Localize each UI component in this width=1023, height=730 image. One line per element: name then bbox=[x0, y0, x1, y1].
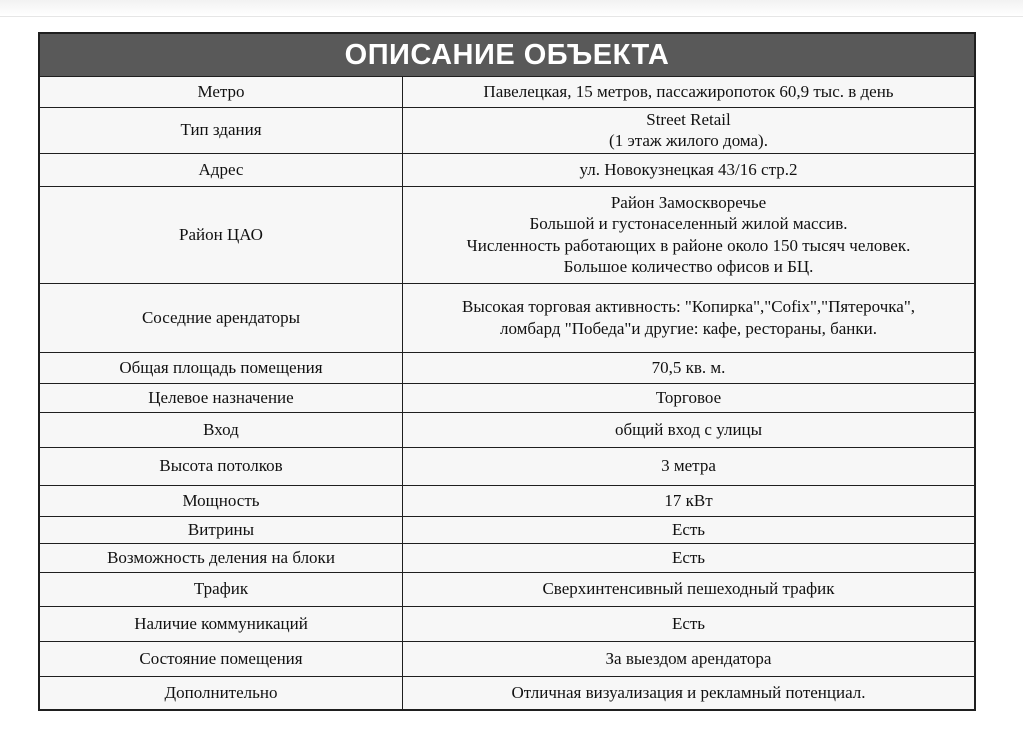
row-value bbox=[403, 606, 975, 641]
row-value-line: Большой и густонаселенный жилой массив. bbox=[529, 214, 848, 233]
table-row bbox=[40, 153, 974, 186]
table-row bbox=[40, 485, 974, 516]
row-label: Адрес bbox=[40, 153, 403, 186]
row-label: Возможность деления на блоки bbox=[40, 543, 403, 572]
row-label: Тип здания bbox=[40, 107, 403, 153]
row-value-line: 70,5 кв. м. bbox=[651, 357, 726, 377]
table-row bbox=[40, 447, 974, 485]
property-description-sheet bbox=[38, 32, 976, 711]
row-value bbox=[403, 676, 975, 709]
table-row bbox=[40, 107, 974, 153]
row-value-line: ломбард "Победа"и другие: кафе, рестораны, банки. bbox=[499, 318, 878, 338]
row-value-line: Численность работающих в районе около 150 тысяч человек. bbox=[466, 235, 911, 255]
row-value bbox=[403, 186, 975, 283]
property-table bbox=[40, 77, 974, 709]
row-value-line: За выездом арендатора bbox=[605, 648, 772, 668]
row-value bbox=[403, 107, 975, 153]
window-top-edge bbox=[0, 0, 1023, 17]
row-value-line: общий вход с улицы bbox=[614, 419, 763, 439]
row-label: Состояние помещения bbox=[40, 641, 403, 676]
row-label: Общая площадь помещения bbox=[40, 352, 403, 383]
row-label: Район ЦАО bbox=[40, 186, 403, 283]
row-value bbox=[403, 412, 975, 447]
row-label: Высота потолков bbox=[40, 447, 403, 485]
row-label: Соседние арендаторы bbox=[40, 283, 403, 352]
row-value-line: Район Замоскворечье bbox=[610, 192, 767, 212]
row-value-line: 3 метра bbox=[661, 456, 716, 476]
row-value bbox=[403, 485, 975, 516]
row-value bbox=[403, 543, 975, 572]
table-row bbox=[40, 606, 974, 641]
row-value-line: (1 этаж жилого дома). bbox=[609, 131, 768, 150]
row-value bbox=[403, 153, 975, 186]
table-row bbox=[40, 516, 974, 543]
table-row bbox=[40, 572, 974, 606]
row-value-line: Большое количество офисов и БЦ. bbox=[563, 257, 814, 276]
row-value-line: Высокая торговая активность: "Копирка","Cofix","Пятерочка", bbox=[461, 297, 916, 316]
table-row bbox=[40, 543, 974, 572]
row-value bbox=[403, 572, 975, 606]
table-row bbox=[40, 412, 974, 447]
table-row bbox=[40, 641, 974, 676]
table-row bbox=[40, 383, 974, 412]
row-value-line: Есть bbox=[671, 613, 706, 633]
row-label: Трафик bbox=[40, 572, 403, 606]
row-value-line: 17 кВт bbox=[664, 490, 713, 510]
row-value bbox=[403, 383, 975, 412]
row-value bbox=[403, 516, 975, 543]
row-value bbox=[403, 641, 975, 676]
row-value bbox=[403, 352, 975, 383]
row-label: Целевое назначение bbox=[40, 383, 403, 412]
row-value-line: Есть bbox=[671, 547, 706, 567]
row-value bbox=[403, 77, 975, 107]
row-label: Наличие коммуникаций bbox=[40, 606, 403, 641]
row-value-line: Street Retail bbox=[646, 109, 731, 129]
row-label: Витрины bbox=[40, 516, 403, 543]
table-row bbox=[40, 186, 974, 283]
row-value bbox=[403, 447, 975, 485]
row-value-line: Есть bbox=[671, 519, 706, 539]
table-row bbox=[40, 77, 974, 107]
row-label: Метро bbox=[40, 77, 403, 107]
row-value-line: ул. Новокузнецкая 43/16 стр.2 bbox=[579, 159, 798, 179]
table-row bbox=[40, 283, 974, 352]
row-label: Дополнительно bbox=[40, 676, 403, 709]
row-value bbox=[403, 283, 975, 352]
row-label: Вход bbox=[40, 412, 403, 447]
table-row bbox=[40, 352, 974, 383]
table-row bbox=[40, 676, 974, 709]
row-value-line: Павелецкая, 15 метров, пассажиропоток 60,9 тыс. в день bbox=[483, 82, 894, 101]
sheet-title: ОПИСАНИЕ ОБЪЕКТА bbox=[40, 34, 974, 77]
row-value-line: Отличная визуализация и рекламный потенциал. bbox=[511, 683, 866, 702]
row-label: Мощность bbox=[40, 485, 403, 516]
row-value-line: Сверхинтенсивный пешеходный трафик bbox=[542, 579, 835, 599]
row-value-line: Торговое bbox=[655, 387, 722, 407]
